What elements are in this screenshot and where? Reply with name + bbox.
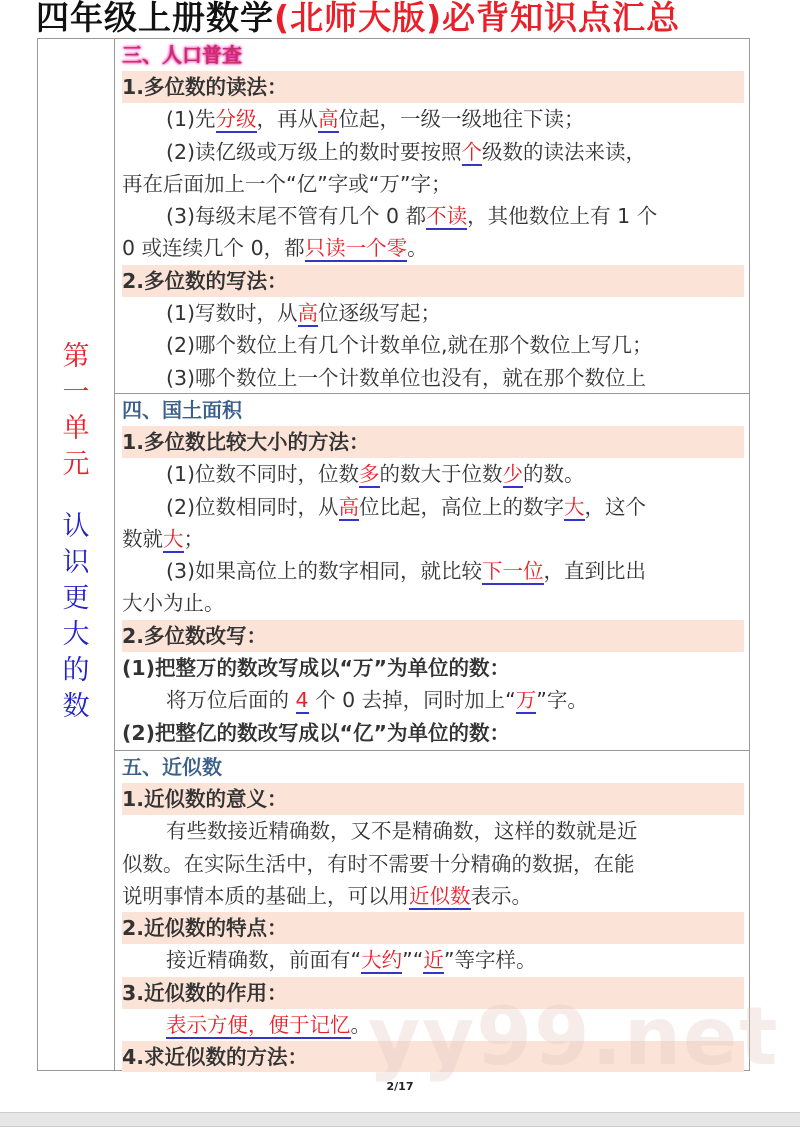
title-main: 四年级上册数学 xyxy=(36,0,274,37)
text-line xyxy=(122,329,743,361)
unit-char: 大 xyxy=(62,619,90,650)
text-segment: (1)写数时，从 xyxy=(166,301,298,326)
text-segment: 再在后面加上一个“亿”字或“万”字； xyxy=(122,171,452,196)
text-segment: 位逐级写起； xyxy=(318,301,442,326)
section-heading: 四、国土面积 xyxy=(122,398,242,422)
section-land-area xyxy=(114,394,749,751)
rule-heading xyxy=(122,652,743,684)
text-segment: 1.近似数的意义： xyxy=(122,787,288,811)
text-line xyxy=(122,1009,743,1041)
key-term: 下一位 xyxy=(482,559,544,584)
text-segment: ，直到比出 xyxy=(543,559,647,584)
page-number: 2/17 xyxy=(386,1080,414,1093)
subheading-bar xyxy=(122,977,744,1009)
knowledge-table xyxy=(37,38,750,1071)
text-segment: 的数。 xyxy=(523,462,585,487)
key-term: 个 xyxy=(461,139,483,164)
subheading-bar xyxy=(122,620,744,652)
text-segment: (2)把整亿的数改写成以“亿”为单位的数： xyxy=(122,720,510,745)
text-line xyxy=(122,458,743,490)
section-approximate-numbers xyxy=(114,751,749,1072)
text-line xyxy=(122,587,743,619)
text-segment: 的数大于位数 xyxy=(379,462,503,487)
text-segment: (2)读亿级或万级上的数时要按照 xyxy=(166,139,462,164)
unit-char: 元 xyxy=(62,449,90,480)
text-line xyxy=(122,136,743,168)
document-title xyxy=(36,0,680,39)
unit-char: 第 xyxy=(62,341,90,372)
text-segment: 将万位后面的 xyxy=(166,688,296,713)
text-line xyxy=(122,684,743,716)
text-segment: 接近精确数，前面有“ xyxy=(166,948,362,973)
text-segment: ”等字样。 xyxy=(443,948,537,973)
text-segment: 个 0 去掉，同时加上“ xyxy=(308,688,516,713)
watermark: yy99.net xyxy=(368,990,780,1083)
unit-char: 的 xyxy=(62,655,90,686)
text-line xyxy=(122,944,743,976)
key-term: 近似数 xyxy=(409,883,471,908)
text-segment: 大小为止。 xyxy=(122,591,225,616)
key-term: 高 xyxy=(338,494,360,519)
unit-name xyxy=(38,509,114,725)
unit-column xyxy=(38,39,115,1070)
key-term: 大 xyxy=(564,494,585,519)
text-segment: 似数。在实际生活中，有时不需要十分精确的数据，在能 xyxy=(122,851,635,876)
page-separator xyxy=(0,1112,800,1127)
section-population-census xyxy=(114,39,749,394)
text-segment: 2.多位数的写法： xyxy=(122,268,288,293)
key-term: 只读一个零 xyxy=(304,236,408,261)
subheading-bar xyxy=(122,912,744,944)
rule-heading xyxy=(122,717,743,749)
unit-char: 识 xyxy=(62,547,90,578)
text-segment: ，再从 xyxy=(256,107,319,132)
text-line xyxy=(122,362,743,394)
text-line xyxy=(122,200,743,232)
text-segment: (3)如果高位上的数字相同，就比较 xyxy=(166,559,483,584)
key-term: 高 xyxy=(297,301,319,326)
unit-char: 认 xyxy=(62,511,90,542)
subheading-bar xyxy=(122,426,744,458)
text-segment: 0 或连续几个 0，都 xyxy=(122,236,305,261)
text-segment: 。 xyxy=(350,1013,371,1038)
text-line xyxy=(122,103,743,135)
key-term: 少 xyxy=(502,462,524,487)
text-segment: 有些数接近精确数，又不是精确数，这样的数就是近 xyxy=(166,819,638,844)
key-term: 多 xyxy=(359,462,380,487)
subheading-bar xyxy=(122,71,744,103)
text-line xyxy=(122,297,743,329)
text-segment: 3.近似数的作用： xyxy=(122,980,288,1005)
text-segment: ，其他数位上有 1 个 xyxy=(467,204,658,229)
text-segment: ； xyxy=(183,526,204,551)
text-segment: 位起，一级一级地往下读； xyxy=(338,107,585,132)
text-segment: 1.多位数的读法： xyxy=(122,75,288,99)
text-segment: 级数的读法来读， xyxy=(482,139,647,164)
text-line xyxy=(122,232,743,264)
text-segment: 说明事情本质的基础上，可以用 xyxy=(122,883,409,908)
unit-number xyxy=(38,339,114,483)
title-edition: (北师大版)必背知识点汇总 xyxy=(274,0,681,37)
text-line xyxy=(122,815,743,847)
text-segment: (3)每级末尾不管有几个 0 都 xyxy=(166,204,427,229)
key-term: 大 xyxy=(163,526,184,551)
text-line xyxy=(122,555,743,587)
text-line xyxy=(122,848,743,880)
unit-char: 一 xyxy=(62,377,90,408)
subheading-bar xyxy=(122,783,744,815)
subheading-bar xyxy=(122,265,744,297)
text-segment: ，这个 xyxy=(584,494,647,519)
subheading-bar xyxy=(122,1041,744,1072)
section-heading: 五、近似数 xyxy=(122,755,222,779)
text-segment: (3)哪个数位上一个计数单位也没有，就在那个数位上 xyxy=(166,365,647,390)
text-segment: 1.多位数比较大小的方法： xyxy=(122,430,370,454)
key-term: 万 xyxy=(515,688,537,713)
text-segment: (2)位数相同时，从 xyxy=(166,494,339,519)
text-segment: 2.多位数改写： xyxy=(122,623,268,648)
section-heading: 三、人口普查 xyxy=(122,43,242,67)
key-term: 近 xyxy=(423,948,444,973)
key-term: 不读 xyxy=(426,204,468,229)
text-segment: ”字。 xyxy=(536,688,588,713)
key-term: 表示方便，便于记忆 xyxy=(166,1013,351,1038)
text-segment: 。 xyxy=(407,236,428,261)
text-line xyxy=(122,491,743,523)
text-segment: (1)先 xyxy=(166,107,216,132)
text-segment: 4.求近似数的方法： xyxy=(122,1045,309,1070)
unit-char: 数 xyxy=(62,691,90,722)
text-segment: 2.近似数的特点： xyxy=(122,916,288,941)
text-segment: 数就 xyxy=(122,526,163,551)
text-segment: (2)哪个数位上有几个计数单位,就在那个数位上写几； xyxy=(166,333,653,358)
unit-char: 更 xyxy=(62,583,90,614)
text-segment: (1)把整万的数改写成以“万”为单位的数： xyxy=(122,656,510,681)
text-segment: 位比起，高位上的数字 xyxy=(359,494,565,519)
key-term: 大约 xyxy=(361,948,403,973)
key-term: 高 xyxy=(318,107,339,132)
text-segment: (1)位数不同时，位数 xyxy=(166,462,360,487)
text-line xyxy=(122,168,743,200)
key-term: 4 xyxy=(295,688,309,713)
text-segment: ”“ xyxy=(402,948,424,973)
text-line xyxy=(122,523,743,555)
key-term: 分级 xyxy=(215,107,257,132)
text-line xyxy=(122,880,743,912)
text-segment: 表示。 xyxy=(470,883,532,908)
unit-char: 单 xyxy=(62,413,90,444)
